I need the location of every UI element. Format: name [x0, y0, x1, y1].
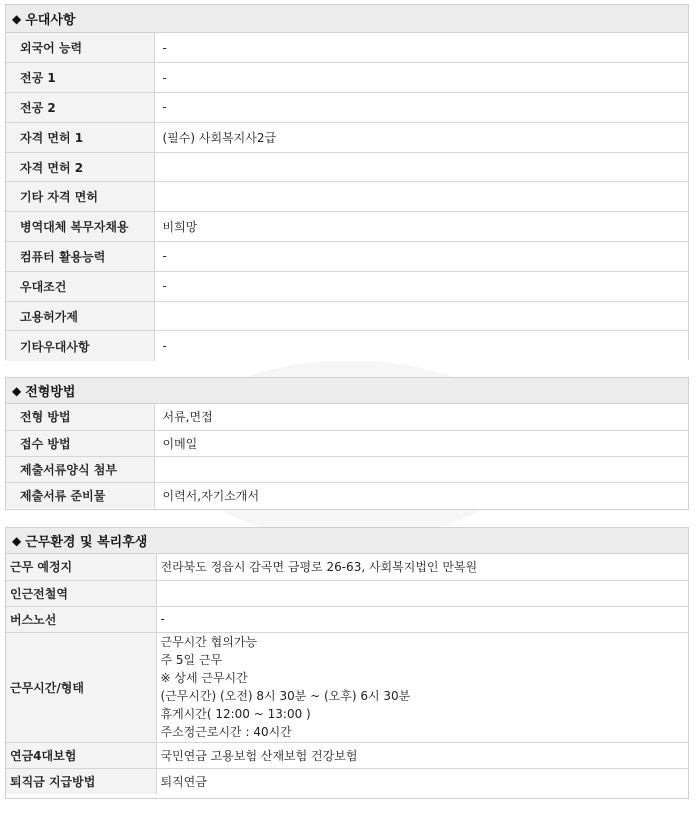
row-value: 전라북도 정읍시 감곡면 금평로 26-63, 사회복지법인 만복원 — [156, 554, 688, 580]
work-hours-line: 근무시간 협의가능 — [160, 635, 258, 649]
diamond-bullet-icon: ◆ — [12, 11, 22, 26]
table-row — [6, 152, 688, 182]
row-value: - — [154, 33, 688, 63]
row-value: 비희망 — [154, 212, 688, 242]
row-label: 전형 방법 — [6, 404, 154, 430]
table-row — [6, 93, 688, 123]
table-row — [6, 63, 688, 93]
table-row — [6, 242, 688, 272]
row-label: 접수 방법 — [6, 430, 154, 456]
row-label: 인근전철역 — [6, 580, 156, 606]
section-header — [6, 378, 688, 404]
row-value: 퇴직연금 — [156, 768, 688, 794]
row-value — [156, 580, 688, 606]
table-row — [6, 554, 688, 580]
row-value: - — [154, 331, 688, 361]
row-value: 이메일 — [154, 430, 688, 456]
row-label: 전공 2 — [6, 93, 154, 123]
row-label: 자격 면허 1 — [6, 122, 154, 152]
row-value: 서류,면접 — [154, 404, 688, 430]
diamond-bullet-icon: ◆ — [12, 383, 22, 398]
section-title: 전형방법 — [25, 385, 76, 400]
work-hours-line: 주 5일 근무 — [160, 653, 223, 667]
table-row — [6, 122, 688, 152]
preferences-section — [5, 4, 689, 360]
section-header — [6, 5, 688, 33]
row-value: - — [154, 63, 688, 93]
row-value: - — [154, 271, 688, 301]
work-environment-section — [5, 527, 689, 799]
work-hours-line: (근무시간) (오전) 8시 30분 ~ (오후) 6시 30분 — [160, 689, 411, 703]
table-row — [6, 182, 688, 212]
table-row — [6, 606, 688, 632]
row-value: (필수) 사회복지사2급 — [154, 122, 688, 152]
table-row — [6, 580, 688, 606]
table-row — [6, 430, 688, 456]
row-label: 제출서류양식 첨부 — [6, 456, 154, 482]
table-row — [6, 404, 688, 430]
row-label: 고용허가제 — [6, 301, 154, 331]
table-row — [6, 768, 688, 794]
row-label: 외국어 능력 — [6, 33, 154, 63]
row-value — [154, 301, 688, 331]
row-label: 근무시간/형태 — [6, 632, 156, 742]
row-value — [154, 152, 688, 182]
diamond-bullet-icon: ◆ — [12, 533, 22, 548]
table-row — [6, 482, 688, 508]
row-label: 병역대체 복무자채용 — [6, 212, 154, 242]
row-value: - — [156, 606, 688, 632]
row-label: 전공 1 — [6, 63, 154, 93]
table-row — [6, 331, 688, 361]
table-row — [6, 742, 688, 768]
row-value — [154, 182, 688, 212]
selection-section — [5, 377, 689, 510]
row-label: 기타우대사항 — [6, 331, 154, 361]
table-row — [6, 632, 688, 742]
section-header — [6, 528, 688, 554]
row-label: 자격 면허 2 — [6, 152, 154, 182]
work-hours-value — [156, 632, 688, 742]
preferences-table — [6, 33, 688, 361]
table-row — [6, 212, 688, 242]
row-value: 이력서,자기소개서 — [154, 482, 688, 508]
row-value: 국민연금 고용보험 산재보험 건강보험 — [156, 742, 688, 768]
row-label: 제출서류 준비물 — [6, 482, 154, 508]
row-label: 버스노선 — [6, 606, 156, 632]
section-title: 우대사항 — [25, 13, 76, 28]
row-label: 컴퓨터 활용능력 — [6, 242, 154, 272]
work-hours-line: 주소정근로시간 : 40시간 — [160, 725, 292, 739]
row-label: 우대조건 — [6, 271, 154, 301]
row-value: - — [154, 242, 688, 272]
work-table — [6, 554, 688, 794]
row-label: 연금4대보험 — [6, 742, 156, 768]
row-label: 기타 자격 면허 — [6, 182, 154, 212]
section-title: 근무환경 및 복리후생 — [25, 535, 148, 550]
table-row — [6, 33, 688, 63]
row-value — [154, 456, 688, 482]
work-hours-line: 휴게시간( 12:00 ~ 13:00 ) — [160, 707, 311, 721]
row-label: 퇴직금 지급방법 — [6, 768, 156, 794]
work-hours-line: ※ 상세 근무시간 — [160, 671, 248, 685]
row-value: - — [154, 93, 688, 123]
table-row — [6, 271, 688, 301]
selection-table — [6, 404, 688, 508]
table-row — [6, 456, 688, 482]
table-row — [6, 301, 688, 331]
row-label: 근무 예정지 — [6, 554, 156, 580]
